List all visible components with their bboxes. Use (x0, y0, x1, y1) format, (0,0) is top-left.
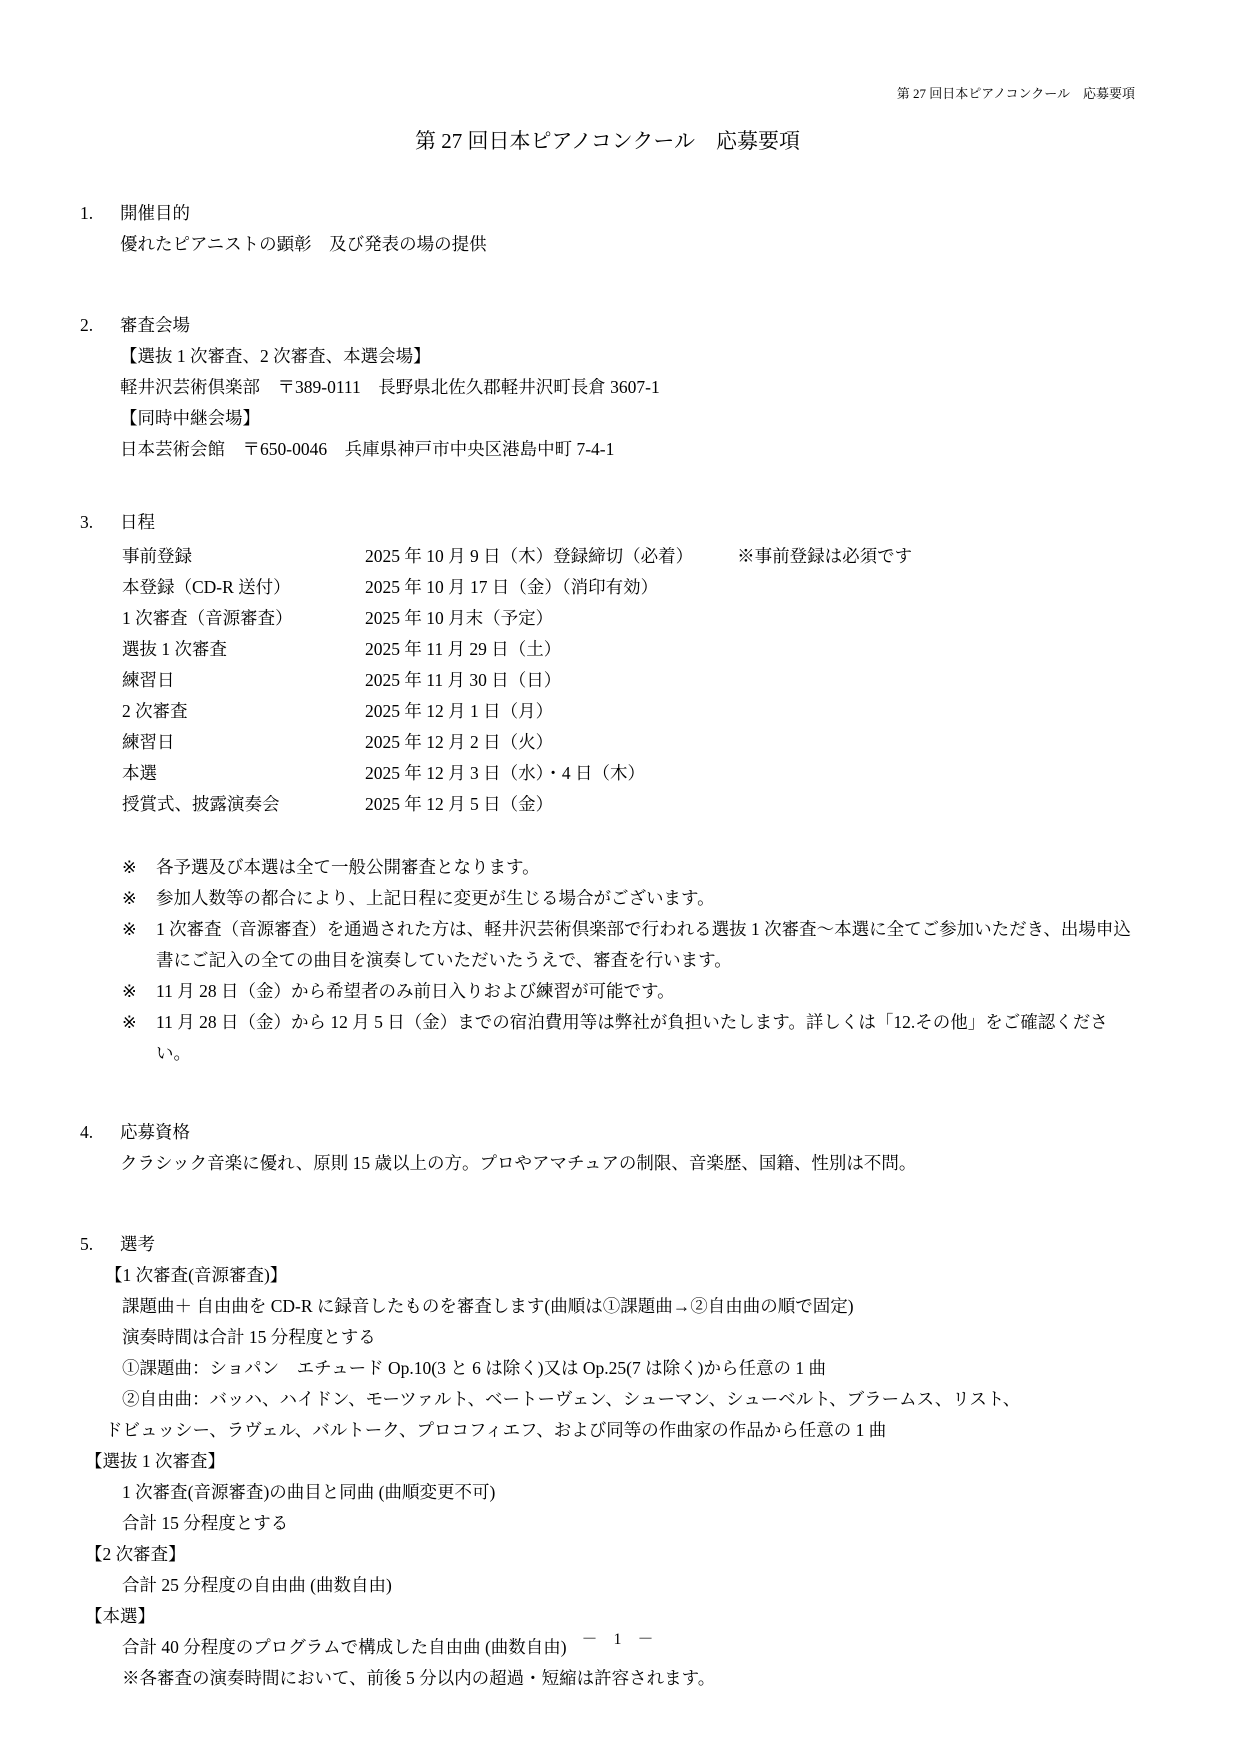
selection-line: ②自由曲：バッハ、ハイドン、モーツァルト、ベートーヴェン、シューマン、シューベルト、ブラームス、リスト、 (122, 1389, 1021, 1409)
section-number: 1. (80, 203, 94, 223)
schedule-event: 練習日 (122, 670, 175, 690)
note-marker: ※ (122, 857, 137, 877)
schedule-remark: ※事前登録は必須です (737, 546, 913, 566)
note-item (122, 1007, 1135, 1069)
schedule-date: 2025 年 12 月 2 日（火） (365, 732, 554, 752)
note-text: 参加人数等の都合により、上記日程に変更が生じる場合がございます。 (156, 888, 715, 908)
schedule-row (122, 727, 1135, 758)
selection-line: 演奏時間は合計 15 分程度とする (122, 1327, 376, 1347)
schedule-row (122, 572, 1135, 603)
schedule-event: 選抜 1 次審査 (122, 639, 227, 659)
schedule-row (122, 603, 1135, 634)
selection-line: 1 次審査(音源審査)の曲目と同曲 (曲順変更不可) (122, 1482, 496, 1502)
section-heading (80, 507, 1135, 538)
section-purpose (80, 198, 1135, 260)
note-marker: ※ (122, 919, 137, 939)
schedule-notes (122, 852, 1135, 1069)
selection-line: ①課題曲：ショパン エチュード Op.10(3 と 6 は除く)又は Op.25(7 は除く)から任意の 1 曲 (122, 1358, 826, 1378)
schedule-row (122, 696, 1135, 727)
note-text: 11 月 28 日（金）から希望者のみ前日入りおよび練習が可能です。 (156, 981, 675, 1001)
schedule-date: 2025 年 11 月 29 日（土） (365, 639, 562, 659)
note-text: 各予選及び本選は全て一般公開審査となります。 (156, 857, 540, 877)
section-number: 2. (80, 315, 94, 335)
selection-line: ドビュッシー、ラヴェル、バルトーク、プロコフィエフ、および同等の作曲家の作品から任意の 1 曲 (105, 1420, 887, 1440)
note-marker: ※ (122, 1012, 137, 1032)
selection-line: 【本選】 (85, 1606, 155, 1626)
schedule-table (122, 541, 1135, 820)
schedule-date: 2025 年 12 月 1 日（月） (365, 701, 554, 721)
body-line: 【同時中継会場】 (120, 408, 260, 428)
running-header: 第 27 回日本ピアノコンクール 応募要項 (896, 86, 1135, 101)
selection-line: 【1 次審査(音源審査)】 (105, 1265, 288, 1285)
section-title: 日程 (120, 512, 155, 532)
note-item (122, 883, 1135, 914)
schedule-event: 事前登録 (122, 546, 192, 566)
schedule-date: 2025 年 10 月末（予定） (365, 608, 554, 628)
selection-line: 課題曲＋ 自由曲を CD-R に録音したものを審査します(曲順は①課題曲→②自由曲の順で固定) (122, 1296, 854, 1316)
schedule-row (122, 634, 1135, 665)
note-text: 1 次審査（音源審査）を通過された方は、軽井沢芸術倶楽部で行われる選抜 1 次審査～本選に全てご参加いただき、出場申込書にご記入の全ての曲目を演奏していただいたうえで、審査を行います。 (156, 919, 1131, 970)
page-number: － 1 － (581, 1631, 660, 1648)
section-heading (80, 1229, 1135, 1260)
schedule-event: 授賞式、披露演奏会 (122, 794, 280, 814)
selection-line: 【2 次審査】 (85, 1544, 186, 1564)
note-item (122, 976, 1135, 1007)
section-venues (80, 310, 1135, 465)
section-title: 選考 (120, 1234, 155, 1254)
note-item (122, 914, 1135, 976)
section-number: 4. (80, 1122, 94, 1142)
schedule-row (122, 541, 1135, 572)
selection-line: ※各審査の演奏時間において、前後 5 分以内の超過・短縮は許容されます。 (122, 1668, 716, 1688)
schedule-event: 2 次審査 (122, 701, 188, 721)
schedule-date: 2025 年 10 月 9 日（木）登録締切（必着） (365, 546, 694, 566)
section-number: 3. (80, 512, 94, 532)
page-title: 第 27 回日本ピアノコンクール 応募要項 (415, 129, 800, 153)
note-text: 11 月 28 日（金）から 12 月 5 日（金）までの宿泊費用等は弊社が負担いたします。詳しくは「12.その他」をご確認ください。 (156, 1012, 1108, 1063)
note-marker: ※ (122, 888, 137, 908)
schedule-date: 2025 年 11 月 30 日（日） (365, 670, 562, 690)
section-title: 審査会場 (120, 315, 190, 335)
body-line: 優れたピアニストの顕彰 及び発表の場の提供 (120, 234, 487, 254)
schedule-row (122, 665, 1135, 696)
section-heading (80, 1117, 1135, 1148)
section-eligibility (80, 1117, 1135, 1179)
note-marker: ※ (122, 981, 137, 1001)
schedule-row (122, 758, 1135, 789)
note-item (122, 852, 1135, 883)
schedule-date: 2025 年 10 月 17 日（金）（消印有効） (365, 577, 659, 597)
body-line: 【選抜 1 次審査、2 次審査、本選会場】 (120, 346, 431, 366)
selection-line: 【選抜 1 次審査】 (85, 1451, 225, 1471)
body-line: 軽井沢芸術倶楽部 〒389-0111 長野県北佐久郡軽井沢町長倉 3607-1 (120, 377, 660, 397)
schedule-event: 本登録（CD-R 送付） (122, 577, 291, 597)
section-heading (80, 310, 1135, 341)
schedule-date: 2025 年 12 月 5 日（金） (365, 794, 554, 814)
schedule-date: 2025 年 12 月 3 日（水）・4 日（木） (365, 763, 645, 783)
body-line: クラシック音楽に優れ、原則 15 歳以上の方。プロやアマチュアの制限、音楽歴、国籍、性別は不問。 (120, 1153, 917, 1173)
section-number: 5. (80, 1234, 94, 1254)
body-line: 日本芸術会館 〒650-0046 兵庫県神戸市中央区港島中町 7-4-1 (120, 439, 615, 459)
selection-line: 合計 25 分程度の自由曲 (曲数自由) (122, 1575, 392, 1595)
schedule-event: 1 次審査（音源審査） (122, 608, 293, 628)
selection-line: 合計 40 分程度のプログラムで構成した自由曲 (曲数自由) (122, 1637, 567, 1657)
section-title: 開催目的 (120, 203, 190, 223)
selection-line: 合計 15 分程度とする (122, 1513, 289, 1533)
section-schedule (80, 507, 1135, 1069)
section-title: 応募資格 (120, 1122, 190, 1142)
section-heading (80, 198, 1135, 229)
schedule-event: 本選 (122, 763, 157, 783)
schedule-row (122, 789, 1135, 820)
schedule-event: 練習日 (122, 732, 175, 752)
